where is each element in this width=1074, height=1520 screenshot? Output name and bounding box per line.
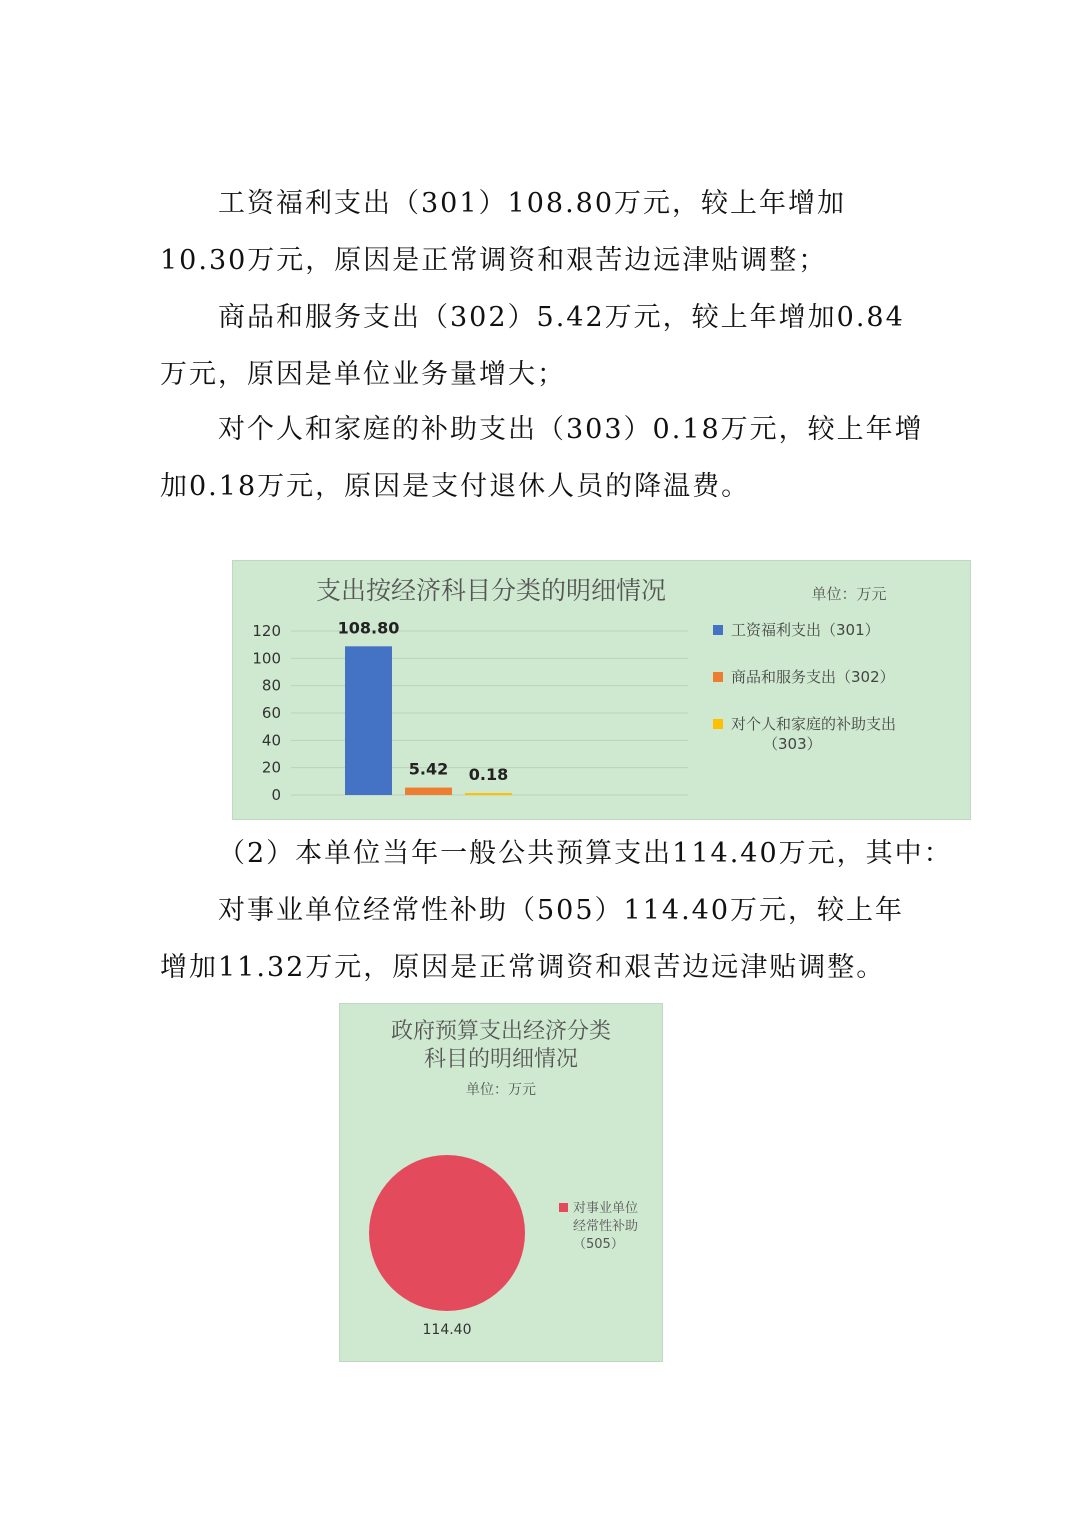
bar-chart bbox=[232, 560, 971, 820]
legend-label-301: 工资福利支出（301） bbox=[731, 621, 880, 639]
pie-chart-title-line1: 政府预算支出经济分类 bbox=[390, 1019, 612, 1044]
paragraph-302: 商品和服务支出（302）5.42万元，较上年增加0.84万元，原因是单位业务量增大； bbox=[160, 302, 905, 390]
pie-legend-line3: （505） bbox=[573, 1237, 624, 1252]
bar-chart-unit: 单位：万元 bbox=[811, 585, 887, 603]
paragraph-summary: （2）本单位当年一般公共预算支出114.40万元，其中： bbox=[218, 838, 953, 869]
pie-data-label-505: 114.40 bbox=[422, 1322, 472, 1338]
pie-chart-title-line2: 科目的明细情况 bbox=[423, 1047, 579, 1072]
pie-legend-line2: 经常性补助 bbox=[573, 1219, 639, 1234]
pie-chart-svg bbox=[340, 1004, 662, 1361]
pie-legend-line1: 对事业单位 bbox=[573, 1201, 639, 1216]
paragraph-301: 工资福利支出（301）108.80万元，较上年增加10.30万元，原因是正常调资和艰苦边远津贴调整； bbox=[160, 188, 847, 276]
legend-label-303-code: （303） bbox=[763, 735, 822, 753]
y-tick-label: 0 bbox=[271, 786, 281, 804]
data-label-301: 108.80 bbox=[337, 618, 400, 638]
y-tick-label: 20 bbox=[261, 758, 281, 777]
pie-slice-505 bbox=[369, 1155, 525, 1311]
paragraph-505: 对事业单位经常性补助（505）114.40万元，较上年增加11.32万元，原因是正常调资和艰苦边远津贴调整。 bbox=[160, 895, 905, 983]
y-axis-ticks bbox=[252, 622, 281, 804]
bar-302 bbox=[405, 788, 452, 795]
pie-legend-swatch-505 bbox=[559, 1203, 568, 1212]
y-tick-label: 60 bbox=[261, 704, 281, 722]
data-label-303: 0.18 bbox=[468, 765, 509, 784]
legend-label-302: 商品和服务支出（302） bbox=[731, 668, 895, 686]
y-tick-label: 100 bbox=[252, 649, 281, 668]
bar-chart-svg bbox=[233, 561, 970, 819]
pie-chart bbox=[339, 1003, 663, 1362]
bar-chart-title: 支出按经济科目分类的明细情况 bbox=[315, 576, 667, 605]
y-tick-label: 120 bbox=[252, 622, 281, 640]
bar-301 bbox=[345, 646, 392, 795]
pie-chart-unit: 单位：万元 bbox=[466, 1082, 536, 1098]
legend-swatch-303 bbox=[713, 719, 723, 729]
legend-swatch-301 bbox=[713, 625, 723, 635]
bar-303 bbox=[465, 793, 512, 795]
data-label-302: 5.42 bbox=[408, 759, 449, 779]
legend-label-303: 对个人和家庭的补助支出 bbox=[731, 715, 897, 733]
y-tick-label: 80 bbox=[261, 676, 281, 695]
y-tick-label: 40 bbox=[261, 731, 281, 750]
legend-swatch-302 bbox=[713, 672, 723, 682]
paragraph-303: 对个人和家庭的补助支出（303）0.18万元，较上年增加0.18万元，原因是支付退休人员的降温费。 bbox=[160, 414, 924, 502]
